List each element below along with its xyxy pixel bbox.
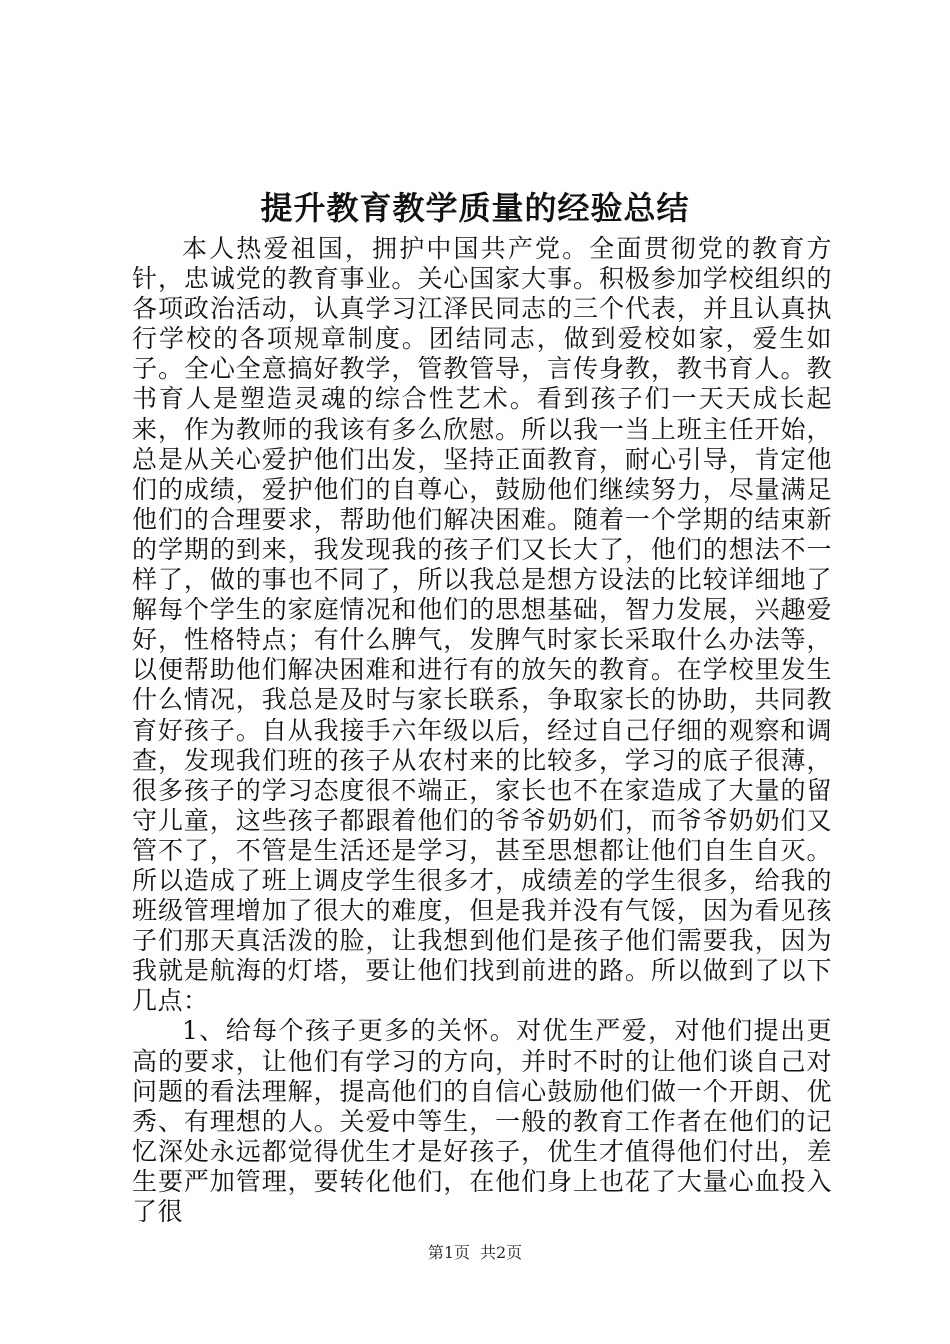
document-title: 提升教育教学质量的经验总结 — [260, 189, 690, 227]
page-total: 共2页 — [480, 1243, 523, 1262]
paragraph-intro: 本人热爱祖国，拥护中国共产党。全面贯彻党的教育方针，忠诚党的教育事业。关心国家大事。积极参加学校组织的各项政治活动，认真学习江泽民同志的三个代表，并且认真执行学校的各项规章制度。团结同志，做到爱校如家，爱生如子。全心全意搞好教学，管教管导，言传身教，教书育人。教书育人是塑造灵魂的综合性艺术。看到孩子们一天天成长起来，作为教师的我该有多么欣慰。所以我一当上班主任开始，总是从关心爱护他们出发，坚持正面教育，耐心引导，肯定他们的成绩，爱护他们的自尊心，鼓励他们继续努力，尽量满足他们的合理要求，帮助他们解决困难。随着一个学期的结束新的学期的到来，我发现我的孩子们又长大了，他们的想法不一样了，做的事也不同了，所以我总是想方设法的比较详细地了解每个学生的家庭情况和他们的思想基础，智力发展，兴趣爱好，性格特点；有什么脾气，发脾气时家长采取什么办法等，以便帮助他们解决困难和进行有的放矢的教育。在学校里发生什么情况，我总是及时与家长联系，争取家长的协助，共同教育好孩子。自从我接手六年级以后，经过自己仔细的观察和调查，发现我们班的孩子从农村来的比较多，学习的底子很薄，很多孩子的学习态度很不端正，家长也不在家造成了大量的留守儿童，这些孩子都跟着他们的爷爷奶奶们，而爷爷奶奶们又管不了，不管是生活还是学习，甚至思想都让他们自生自灭。所以造成了班上调皮学生很多才，成绩差的学生很多，给我的班级管理增加了很大的难度，但是我并没有气馁，因为看见孩子们那天真活泼的脸，让我想到他们是孩子他们需要我，因为我就是航海的灯塔，要让他们找到前进的路。所以做到了以下几点： — [132, 234, 832, 1016]
page-number: 第1页 — [427, 1243, 470, 1262]
paragraph-point-1: 1、给每个孩子更多的关怀。对优生严爱，对他们提出更高的要求，让他们有学习的方向，并时不时的让他们谈自己对问题的看法理解，提高他们的自信心鼓励他们做一个开朗、优秀、有理想的人。关爱中等生，一般的教育工作者在他们的记忆深处永远都觉得优生才是好孩子，优生才值得他们付出，差生要严加管理，要转化他们，在他们身上也花了大量心血投入了很 — [132, 1016, 832, 1226]
page-footer — [0, 1243, 950, 1263]
document-body — [132, 234, 832, 1227]
